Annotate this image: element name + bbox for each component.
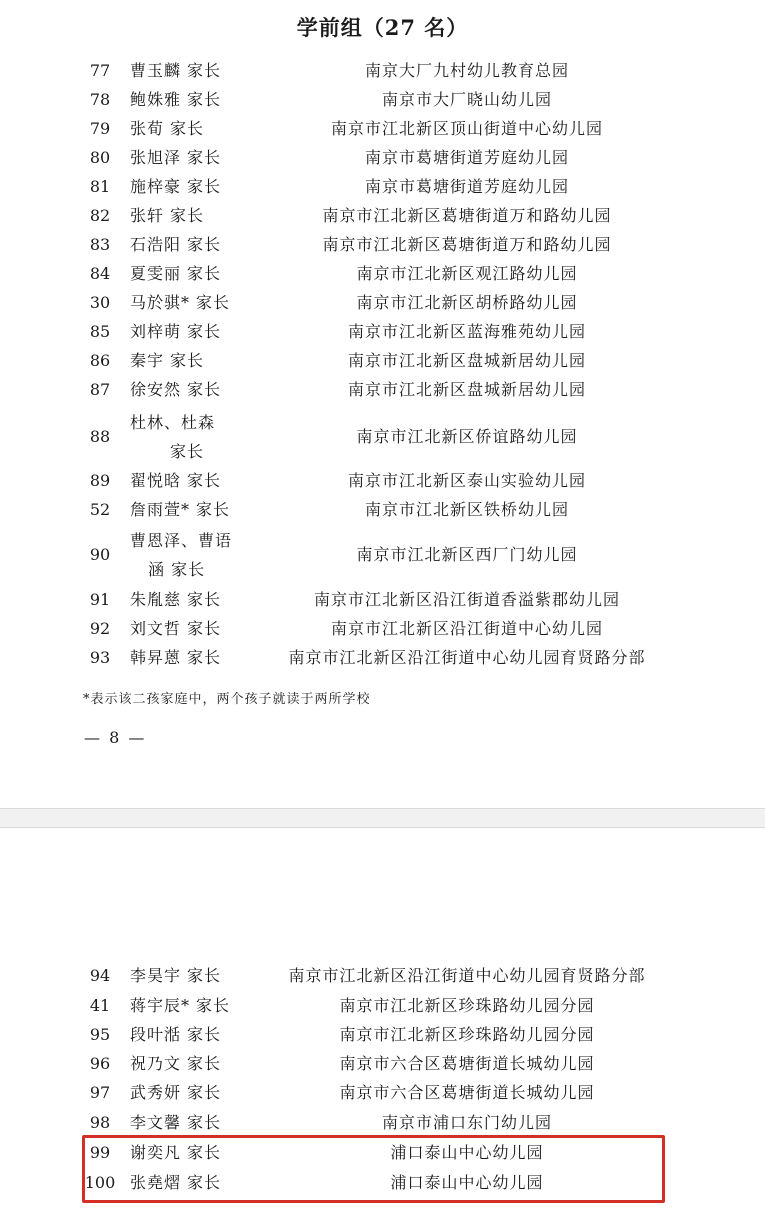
row-name: 张荀 家长 bbox=[130, 119, 205, 138]
row-name: 李文馨 家长 bbox=[130, 1113, 222, 1132]
row-school: 南京市江北新区蓝海雅苑幼儿园 bbox=[347, 322, 586, 341]
row-name: 刘文哲 家长 bbox=[130, 619, 222, 638]
page-number: — 8 — bbox=[84, 728, 147, 747]
row-school: 南京市江北新区珍珠路幼儿园分园 bbox=[339, 1025, 595, 1044]
list-row bbox=[0, 1078, 765, 1107]
row-name: 刘梓萌 家长 bbox=[130, 322, 222, 341]
row-school: 南京市葛塘街道芳庭幼儿园 bbox=[364, 148, 569, 167]
row-number: 86 bbox=[89, 351, 111, 370]
row-school: 南京市江北新区泰山实验幼儿园 bbox=[347, 471, 586, 490]
list-row bbox=[0, 317, 765, 346]
row-school: 南京市江北新区盘城新居幼儿园 bbox=[347, 380, 586, 399]
row-school: 南京市江北新区盘城新居幼儿园 bbox=[347, 351, 586, 370]
row-name: 曹玉麟 家长 bbox=[130, 61, 222, 80]
row-number: 93 bbox=[89, 648, 111, 667]
row-number: 97 bbox=[89, 1083, 111, 1102]
row-school: 南京市江北新区沿江街道香溢紫郡幼儿园 bbox=[313, 590, 620, 609]
list-row bbox=[0, 201, 765, 230]
list-row bbox=[0, 230, 765, 259]
row-number: 87 bbox=[89, 380, 111, 399]
row-name: 张轩 家长 bbox=[130, 206, 205, 225]
row-number: 83 bbox=[89, 235, 111, 254]
row-school: 南京市江北新区观江路幼儿园 bbox=[356, 264, 578, 283]
list-row bbox=[0, 991, 765, 1020]
list-row bbox=[0, 143, 765, 172]
row-school: 南京市江北新区葛塘街道万和路幼儿园 bbox=[322, 235, 612, 254]
row-number: 98 bbox=[89, 1113, 111, 1132]
list-row bbox=[0, 85, 765, 114]
row-number: 52 bbox=[89, 500, 111, 519]
row-school: 南京市六合区葛塘街道长城幼儿园 bbox=[339, 1054, 595, 1073]
list-row bbox=[0, 961, 765, 990]
list-row bbox=[0, 585, 765, 614]
row-school: 南京市江北新区沿江街道中心幼儿园育贤路分部 bbox=[288, 648, 646, 667]
row-name: 徐安然 家长 bbox=[130, 380, 222, 399]
row-number: 41 bbox=[89, 996, 111, 1015]
row-number: 99 bbox=[89, 1143, 111, 1162]
row-school: 南京市江北新区沿江街道中心幼儿园 bbox=[330, 619, 603, 638]
row-number: 80 bbox=[89, 148, 111, 167]
row-number: 95 bbox=[89, 1025, 111, 1044]
row-name: 曹恩泽、曹语 涵 家长 bbox=[130, 531, 233, 579]
list-row bbox=[0, 526, 765, 584]
row-name: 韩昇蒽 家长 bbox=[130, 648, 222, 667]
row-school: 浦口泰山中心幼儿园 bbox=[390, 1143, 544, 1162]
row-school: 南京市江北新区西厂门幼儿园 bbox=[356, 545, 578, 564]
row-number: 92 bbox=[89, 619, 111, 638]
row-name: 翟悦晗 家长 bbox=[130, 471, 222, 490]
page-separator bbox=[0, 808, 765, 828]
list-row bbox=[0, 375, 765, 404]
row-school: 南京市江北新区胡桥路幼儿园 bbox=[356, 293, 578, 312]
row-number: 94 bbox=[89, 966, 111, 985]
row-name: 马於骐* 家长 bbox=[130, 293, 231, 312]
document-page-9 bbox=[0, 828, 765, 1217]
list-row bbox=[0, 259, 765, 288]
row-school: 南京市大厂晓山幼儿园 bbox=[381, 90, 552, 109]
row-name: 祝乃文 家长 bbox=[130, 1054, 222, 1073]
list-row bbox=[0, 346, 765, 375]
row-name: 石浩阳 家长 bbox=[130, 235, 222, 254]
list-row bbox=[0, 495, 765, 524]
row-name: 谢奕凡 家长 bbox=[130, 1143, 222, 1162]
row-number: 90 bbox=[89, 545, 111, 564]
row-name: 夏雯丽 家长 bbox=[130, 264, 222, 283]
row-name: 杜林、杜森 家长 bbox=[130, 413, 216, 461]
list-row bbox=[0, 1108, 765, 1137]
list-row bbox=[0, 466, 765, 495]
row-number: 89 bbox=[89, 471, 111, 490]
list-row bbox=[0, 1020, 765, 1049]
list-row bbox=[0, 1049, 765, 1078]
row-number: 77 bbox=[89, 61, 111, 80]
footnote: *表示该二孩家庭中，两个孩子就读于两所学校 bbox=[83, 692, 371, 707]
row-name: 秦宇 家长 bbox=[130, 351, 205, 370]
row-number: 30 bbox=[89, 293, 111, 312]
row-name: 詹雨萱* 家长 bbox=[130, 500, 231, 519]
row-school: 南京市葛塘街道芳庭幼儿园 bbox=[364, 177, 569, 196]
row-name: 李昊宇 家长 bbox=[130, 966, 222, 985]
row-school: 南京市江北新区葛塘街道万和路幼儿园 bbox=[322, 206, 612, 225]
row-number: 91 bbox=[89, 590, 111, 609]
row-name: 段叶湉 家长 bbox=[130, 1025, 222, 1044]
row-number: 96 bbox=[89, 1054, 111, 1073]
row-number: 82 bbox=[89, 206, 111, 225]
row-name: 武秀妍 家长 bbox=[130, 1083, 222, 1102]
list-row bbox=[0, 288, 765, 317]
list-row bbox=[0, 408, 765, 466]
row-school: 南京市六合区葛塘街道长城幼儿园 bbox=[339, 1083, 595, 1102]
row-number: 78 bbox=[89, 90, 111, 109]
list-row bbox=[0, 172, 765, 201]
list-row bbox=[0, 614, 765, 643]
row-name: 张旭泽 家长 bbox=[130, 148, 222, 167]
row-name: 朱胤慈 家长 bbox=[130, 590, 222, 609]
row-number: 85 bbox=[89, 322, 111, 341]
list-row bbox=[0, 56, 765, 85]
row-name: 鲍姝雅 家长 bbox=[130, 90, 222, 109]
section-title: 学前组（27 名） bbox=[296, 15, 469, 40]
row-school: 南京市江北新区铁桥幼儿园 bbox=[364, 500, 569, 519]
row-number: 84 bbox=[89, 264, 111, 283]
row-school: 南京市江北新区沿江街道中心幼儿园育贤路分部 bbox=[288, 966, 646, 985]
list-row bbox=[0, 643, 765, 672]
row-number: 88 bbox=[89, 427, 111, 446]
row-school: 浦口泰山中心幼儿园 bbox=[390, 1173, 544, 1192]
row-name: 张堯熠 家长 bbox=[130, 1173, 222, 1192]
highlight-box bbox=[82, 1135, 665, 1203]
row-school: 南京市江北新区顶山街道中心幼儿园 bbox=[330, 119, 603, 138]
row-school: 南京市浦口东门幼儿园 bbox=[381, 1113, 552, 1132]
row-school: 南京市江北新区侨谊路幼儿园 bbox=[356, 427, 578, 446]
list-row bbox=[0, 114, 765, 143]
row-number: 81 bbox=[89, 177, 111, 196]
row-name: 蒋宇辰* 家长 bbox=[130, 996, 231, 1015]
row-school: 南京市江北新区珍珠路幼儿园分园 bbox=[339, 996, 595, 1015]
row-number: 100 bbox=[84, 1173, 116, 1192]
row-school: 南京大厂九村幼儿教育总园 bbox=[364, 61, 569, 80]
row-name: 施梓豪 家长 bbox=[130, 177, 222, 196]
row-number: 79 bbox=[89, 119, 111, 138]
